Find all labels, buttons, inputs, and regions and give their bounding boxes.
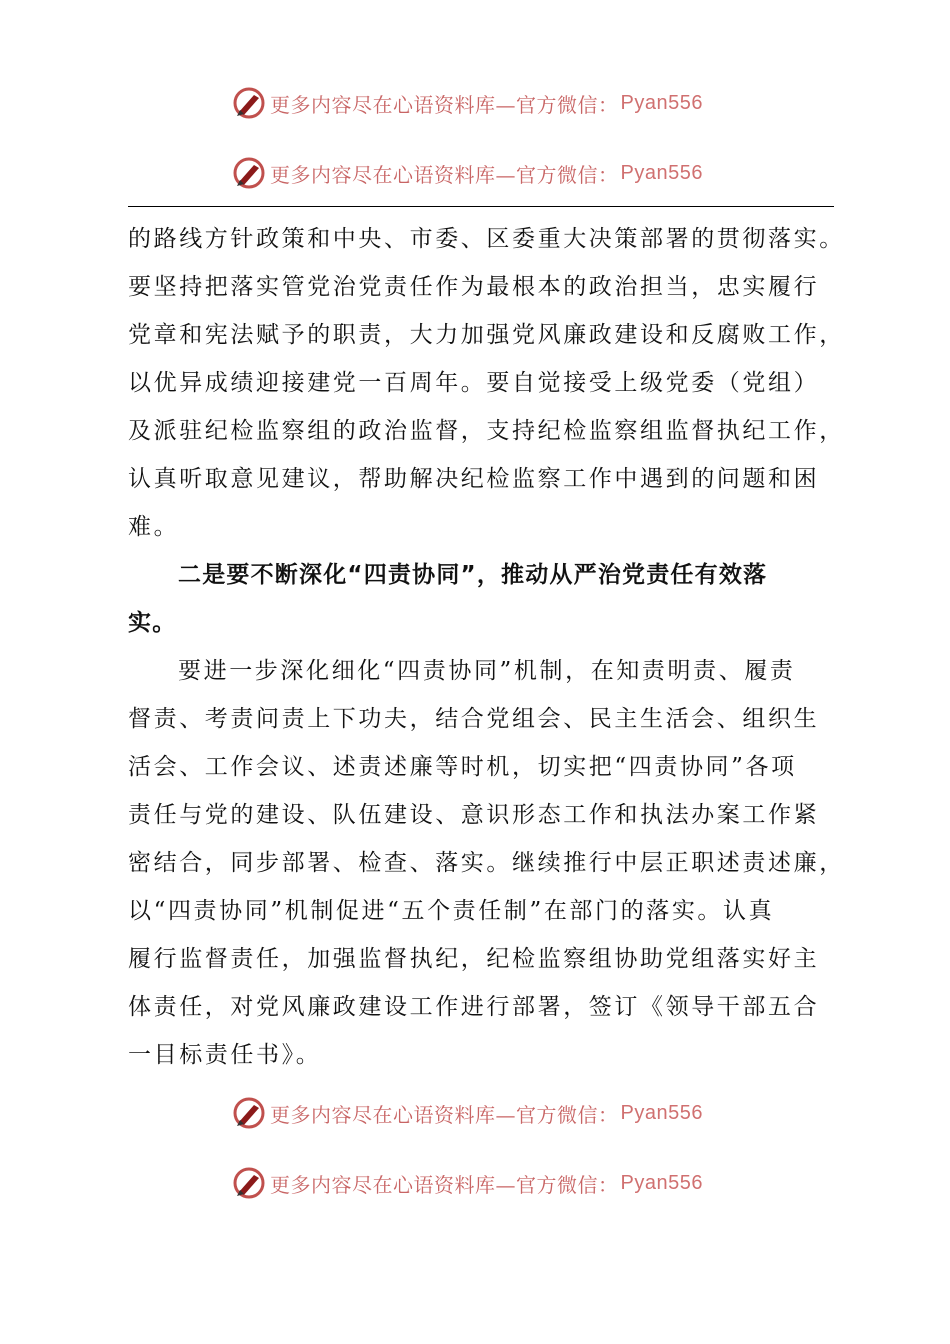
pen-logo-icon — [232, 86, 266, 120]
text-line: 体责任，对党风廉政建设工作进行部署，签订《领导干部五合 — [128, 994, 820, 1020]
text-line: 的路线方针政策和中央、市委、区委重大决策部署的贯彻落实。 — [128, 226, 845, 252]
header-rule — [128, 206, 834, 207]
pen-logo-icon — [232, 156, 266, 190]
pen-logo-icon — [232, 1166, 266, 1200]
watermark-wechat-id: Pyan556 — [620, 161, 703, 184]
text-line: 督责、考责问责上下功夫，结合党组会、民主生活会、组织生 — [128, 706, 820, 732]
watermark-banner — [232, 85, 703, 121]
text-line: 以“四责协同”机制促进“五个责任制”在部门的落实。认真 — [128, 898, 775, 924]
text-line: 活会、工作会议、述责述廉等时机，切实把“四责协同”各项 — [128, 754, 797, 780]
text-line: 党章和宪法赋予的职责，大力加强党风廉政建设和反腐败工作， — [128, 322, 845, 348]
text-line: 难。 — [128, 514, 180, 540]
watermark-banner — [232, 1095, 703, 1131]
watermark-wechat-id: Pyan556 — [620, 1171, 703, 1194]
text-line: 要进一步深化细化“四责协同”机制，在知责明责、履责 — [178, 658, 796, 684]
watermark-text: 更多内容尽在心语资料库—官方微信： — [270, 162, 619, 187]
watermark-text: 更多内容尽在心语资料库—官方微信： — [270, 92, 619, 117]
section-heading-line: 实。 — [128, 610, 177, 636]
text-line: 密结合，同步部署、检查、落实。继续推行中层正职述责述廉， — [128, 850, 845, 876]
text-line: 以优异成绩迎接建党一百周年。要自觉接受上级党委（党组） — [128, 370, 820, 396]
watermark-text: 更多内容尽在心语资料库—官方微信： — [270, 1172, 619, 1197]
watermark-text: 更多内容尽在心语资料库—官方微信： — [270, 1102, 619, 1127]
watermark-wechat-id: Pyan556 — [620, 1101, 703, 1124]
watermark-wechat-id: Pyan556 — [620, 91, 703, 114]
text-line: 要坚持把落实管党治党责任作为最根本的政治担当，忠实履行 — [128, 274, 820, 300]
pen-logo-icon — [232, 1096, 266, 1130]
section-heading-line: 二是要不断深化“四责协同”，推动从严治党责任有效落 — [178, 562, 768, 588]
text-line: 认真听取意见建议，帮助解决纪检监察工作中遇到的问题和困 — [128, 466, 820, 492]
document-body — [128, 215, 845, 1079]
text-line: 责任与党的建设、队伍建设、意识形态工作和执法办案工作紧 — [128, 802, 820, 828]
text-line: 一目标责任书》。 — [128, 1042, 322, 1068]
watermark-banner — [232, 155, 703, 191]
text-line: 履行监督责任，加强监督执纪，纪检监察组协助党组落实好主 — [128, 946, 820, 972]
watermark-banner — [232, 1165, 703, 1201]
text-line: 及派驻纪检监察组的政治监督，支持纪检监察组监督执纪工作， — [128, 418, 845, 444]
